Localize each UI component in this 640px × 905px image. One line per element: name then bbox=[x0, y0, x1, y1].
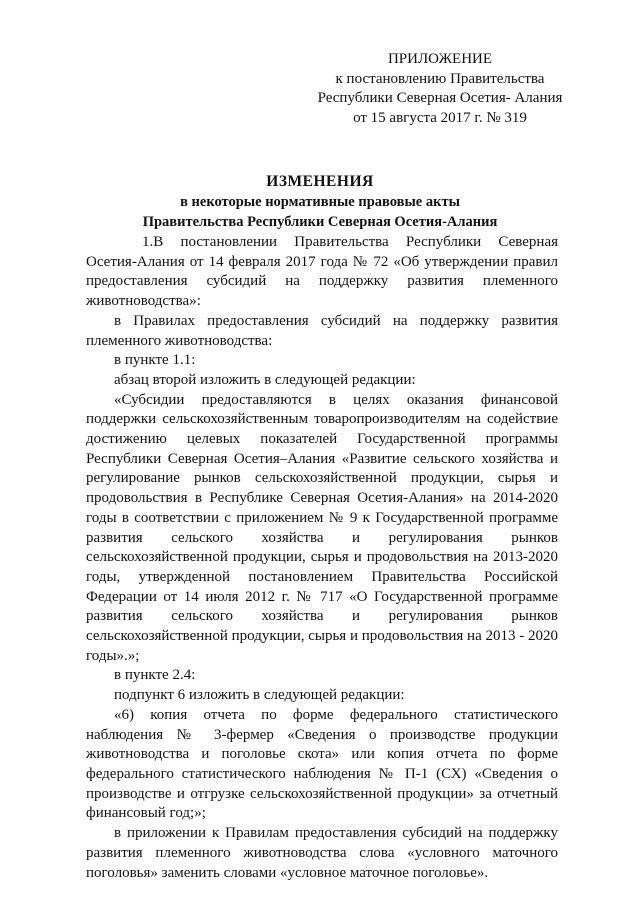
appendix-resolution-ref: к постановлению Правительства bbox=[335, 70, 545, 87]
paragraph-7: подпункт 6 изложить в следующей редакции: bbox=[114, 687, 405, 704]
document-title: ИЗМЕНЕНИЯ bbox=[266, 173, 374, 190]
appendix-date-number: от 15 августа 2017 г. № 319 bbox=[353, 109, 527, 126]
paragraph-9: в приложении к Правилам предоставления субсидий на поддержку развития племенного животноводства слова «условного маточного поголовья» заменить словами «условное маточное поголовье». bbox=[86, 825, 558, 881]
document-body bbox=[86, 233, 558, 883]
paragraph-1: 1.В постановлении Правительства Республики Северная Осетия-Алания от 14 февраля 2017 года № 72 «Об утверждении правил предоставления субсидий на поддержку развития племенного животноводства»: bbox=[86, 234, 558, 310]
paragraph-3: в пункте 1.1: bbox=[114, 352, 196, 369]
paragraph-2: в Правилах предоставления субсидий на поддержку развития племенного животноводства: bbox=[86, 312, 558, 349]
appendix-republic: Республики Северная Осетия- Алания bbox=[317, 90, 563, 106]
document-subtitle-1: в некоторые нормативные правовые акты bbox=[180, 194, 460, 210]
document-heading bbox=[100, 172, 540, 232]
appendix-label: ПРИЛОЖЕНИЕ bbox=[387, 51, 493, 67]
paragraph-5: «Субсидии предоставляются в целях оказания финансовой поддержки сельскохозяйственным товаропроизводителям на содействие достижению целевых показателей Государственной программы Республики Северная Осетия–Алания «Развитие сельского хозяйства и регулирование рынков сельскохозяйственной продукции, сырья и продовольствия в Республике Северная Осетия-Алания» на 2014-2020 годы в соответствии с приложением № 9 к Государственной программе развития сельского хозяйства и регулирования рынков сельскохозяйственной продукции, сырья и продовольствия на 2013-2020 годы, утвержденной постановлением Правительства Российской Федерации от 14 июля 2012 г. № 717 «О Государственной программе развития сельского хозяйства и регулирования рынков сельскохозяйственной продукции, сырья и продовольствия на 2013 - 2020 годы».»; bbox=[86, 391, 558, 664]
paragraph-6: в пункте 2.4: bbox=[114, 667, 196, 684]
appendix-header bbox=[300, 50, 580, 128]
paragraph-4: абзац второй изложить в следующей редакции: bbox=[114, 371, 416, 388]
paragraph-8: «6) копия отчета по форме федерального статистического наблюдения № 3-фермер «Сведения о производстве продукции животноводства и поголовье скота» или копия отчета по форме федерального статистического наблюдения № П-1 (СХ) «Сведения о производстве и отгрузке сельскохозяйственной продукции» за отчетный финансовый год;»; bbox=[86, 706, 558, 822]
document-subtitle-2: Правительства Республики Северная Осетия-Алания bbox=[142, 214, 498, 230]
